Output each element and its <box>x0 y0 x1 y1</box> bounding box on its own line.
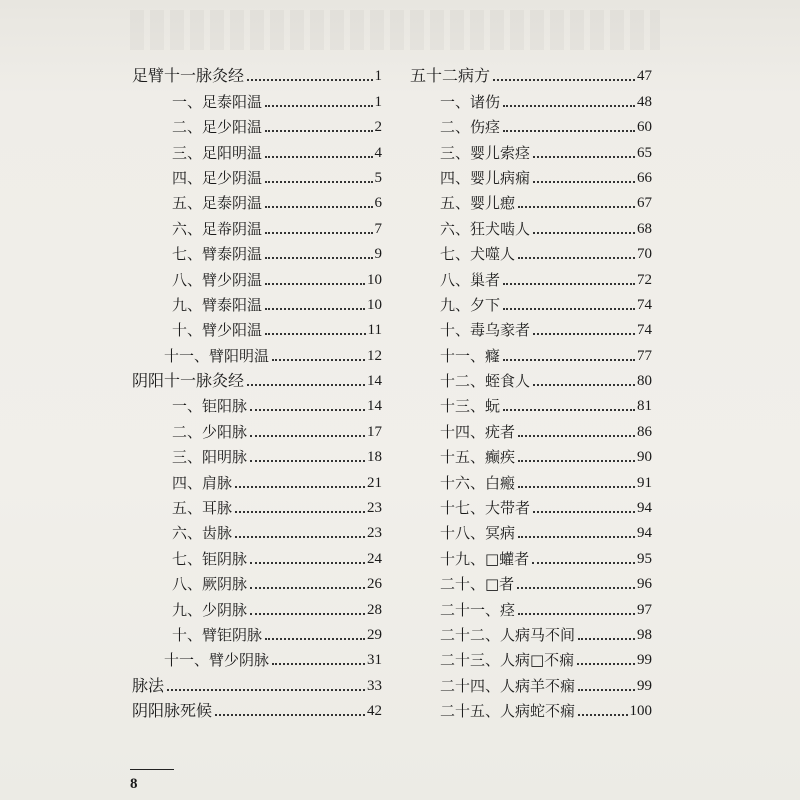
toc-entry-title: 十二、蛭食人 <box>440 372 531 391</box>
dot-leader <box>250 562 365 564</box>
toc-entry-title: 七、钜阴脉 <box>172 549 248 568</box>
toc-entry-page: 5 <box>374 169 382 186</box>
toc-entry-title: 三、足阳明温 <box>172 143 263 162</box>
dot-leader <box>533 232 635 234</box>
dot-leader <box>215 714 365 716</box>
toc-entry-title: 二十二、人病马不间 <box>440 625 576 644</box>
dot-leader <box>578 689 635 691</box>
bleed-through-text <box>130 10 660 50</box>
dot-leader <box>518 206 635 208</box>
toc-entry <box>132 238 382 263</box>
toc-entry <box>132 568 382 593</box>
dot-leader <box>518 257 635 259</box>
toc-entry-page: 86 <box>637 423 652 440</box>
dot-leader <box>265 232 372 234</box>
toc-entry-page: 70 <box>637 246 652 263</box>
toc-entry-title: 足臂十一脉灸经 <box>132 66 245 86</box>
toc-entry-title: 十五、癫疾 <box>440 448 516 467</box>
toc-entry <box>410 339 652 364</box>
toc-entry-page: 94 <box>637 500 652 517</box>
toc-entry-page: 10 <box>367 296 382 313</box>
toc-entry-page: 6 <box>374 195 382 212</box>
toc-entry-page: 21 <box>367 474 382 491</box>
toc-entry <box>132 162 382 187</box>
toc-entry-page: 90 <box>637 449 652 466</box>
toc-entry-title: 二十、□者 <box>440 575 515 594</box>
dot-leader <box>503 105 635 107</box>
toc-entry-title: 二十三、人病□不痫 <box>440 651 575 670</box>
dot-leader <box>265 333 366 335</box>
toc-entry <box>132 111 382 136</box>
toc-entry-page: 96 <box>637 576 652 593</box>
toc-entry-page: 99 <box>637 652 652 669</box>
dot-leader <box>250 435 365 437</box>
toc-entry <box>410 238 652 263</box>
toc-entry-title: 十、臂钜阴脉 <box>172 625 263 644</box>
toc-entry-page: 18 <box>367 449 382 466</box>
toc-entry-page: 29 <box>367 626 382 643</box>
toc-entry-title: 五、婴儿瘛 <box>440 194 516 213</box>
toc-entry <box>410 441 652 466</box>
dot-leader <box>518 486 635 488</box>
toc-entry-page: 72 <box>637 271 652 288</box>
toc-entry-page: 100 <box>629 703 652 720</box>
toc-entry-page: 81 <box>637 398 652 415</box>
toc-entry <box>410 517 652 542</box>
toc-entry-title: 九、夕下 <box>440 295 501 314</box>
dot-leader <box>272 359 365 361</box>
toc-entry <box>410 162 652 187</box>
dot-leader <box>493 79 635 81</box>
toc-entry <box>410 593 652 618</box>
toc-entry-page: 66 <box>637 169 652 186</box>
toc-entry <box>410 263 652 288</box>
toc-entry-page: 12 <box>367 347 382 364</box>
toc-entry <box>132 365 382 390</box>
dot-leader <box>503 409 635 411</box>
toc-entry-page: 1 <box>374 93 382 110</box>
toc-entry-title: 二、少阳脉 <box>172 422 248 441</box>
toc-entry-page: 23 <box>367 525 382 542</box>
dot-leader <box>167 689 365 691</box>
dot-leader <box>250 587 365 589</box>
toc-entry-page: 4 <box>374 144 382 161</box>
toc-entry-title: 八、巢者 <box>440 270 501 289</box>
dot-leader <box>250 613 365 615</box>
toc-entry-title: 十一、臂少阴脉 <box>164 651 270 670</box>
toc-entry <box>410 187 652 212</box>
toc-entry-title: 二十五、人病蛇不痫 <box>440 702 576 721</box>
dot-leader <box>532 562 635 564</box>
dot-leader <box>265 283 365 285</box>
toc-entry <box>410 289 652 314</box>
dot-leader <box>265 181 372 183</box>
toc-entry <box>132 492 382 517</box>
toc-entry <box>410 669 652 694</box>
dot-leader <box>503 308 635 310</box>
dot-leader <box>533 156 635 158</box>
toc-entry-title: 六、狂犬啮人 <box>440 219 531 238</box>
toc-entry <box>410 619 652 644</box>
toc-entry <box>410 111 652 136</box>
dot-leader <box>265 105 372 107</box>
toc-entry-title: 九、臂泰阳温 <box>172 295 263 314</box>
toc-entry-page: 10 <box>367 271 382 288</box>
toc-entry-title: 五十二病方 <box>410 66 491 86</box>
toc-entry-page: 68 <box>637 220 652 237</box>
toc-entry <box>410 365 652 390</box>
dot-leader <box>265 130 372 132</box>
toc-entry-page: 14 <box>367 398 382 415</box>
dot-leader <box>533 333 635 335</box>
toc-entry-title: 十一、臂阳明温 <box>164 346 270 365</box>
dot-leader <box>265 206 372 208</box>
toc-entry-title: 三、婴儿索痉 <box>440 143 531 162</box>
toc-entry-page: 65 <box>637 144 652 161</box>
toc-entry-page: 95 <box>637 550 652 567</box>
toc-entry-title: 二十四、人病羊不痫 <box>440 676 576 695</box>
toc-entry-page: 98 <box>637 626 652 643</box>
toc-entry-title: 阴阳十一脉灸经 <box>132 371 245 391</box>
toc-entry-title: 阴阳脉死候 <box>132 701 213 721</box>
toc-entry <box>410 542 652 567</box>
toc-entry-title: 二十一、痉 <box>440 600 516 619</box>
toc-entry-page: 48 <box>637 93 652 110</box>
toc-entry <box>132 314 382 339</box>
dot-leader <box>533 384 635 386</box>
toc-entry-title: 一、诸伤 <box>440 92 501 111</box>
toc-entry-page: 80 <box>637 373 652 390</box>
dot-leader <box>578 714 627 716</box>
toc-entry-title: 三、阳明脉 <box>172 448 248 467</box>
toc-entry <box>132 619 382 644</box>
toc-entry-page: 74 <box>637 322 652 339</box>
toc-entry-page: 94 <box>637 525 652 542</box>
dot-leader <box>235 511 365 513</box>
toc-entry <box>132 441 382 466</box>
toc-entry-page: 28 <box>367 601 382 618</box>
toc-entry <box>132 187 382 212</box>
toc-entry-title: 四、足少阴温 <box>172 168 263 187</box>
toc-entry-title: 五、足泰阴温 <box>172 194 263 213</box>
toc-entry <box>410 695 652 720</box>
toc-entry-page: 31 <box>367 652 382 669</box>
toc-entry-page: 23 <box>367 500 382 517</box>
toc-entry <box>132 644 382 669</box>
toc-entry-page: 99 <box>637 677 652 694</box>
dot-leader <box>247 79 372 81</box>
toc-entry-title: 七、臂泰阴温 <box>172 245 263 264</box>
toc-entry-title: 十八、冥病 <box>440 524 516 543</box>
toc-entry-title: 八、臂少阴温 <box>172 270 263 289</box>
toc-entry-title: 四、婴儿病痫 <box>440 168 531 187</box>
toc-entry-page: 67 <box>637 195 652 212</box>
toc-entry <box>410 85 652 110</box>
toc-entry <box>410 390 652 415</box>
toc-entry-title: 六、齿脉 <box>172 524 233 543</box>
dot-leader <box>265 156 372 158</box>
toc-entry <box>410 492 652 517</box>
dot-leader <box>533 511 635 513</box>
dot-leader <box>272 663 365 665</box>
toc-entry-title: 十一、癃 <box>440 346 501 365</box>
dot-leader <box>235 536 365 538</box>
toc-entry <box>410 568 652 593</box>
toc-entry-title: 十、毒乌豙者 <box>440 321 531 340</box>
toc-entry <box>410 212 652 237</box>
toc-entry <box>132 390 382 415</box>
toc-entry <box>132 415 382 440</box>
toc-entry-page: 33 <box>367 677 382 694</box>
toc-entry-page: 77 <box>637 347 652 364</box>
toc-entry <box>132 593 382 618</box>
toc-entry <box>410 60 652 85</box>
toc-entry-page: 91 <box>637 474 652 491</box>
dot-leader <box>250 409 365 411</box>
toc-entry-page: 1 <box>374 68 382 85</box>
toc-entry-title: 十三、蚖 <box>440 397 501 416</box>
toc-entry <box>132 60 382 85</box>
dot-leader <box>265 257 372 259</box>
toc-entry-page: 9 <box>374 246 382 263</box>
toc-entry-title: 四、肩脉 <box>172 473 233 492</box>
dot-leader <box>518 613 635 615</box>
toc-entry-title: 十七、大带者 <box>440 499 531 518</box>
toc-entry-page: 17 <box>367 423 382 440</box>
toc-left-column <box>132 60 382 720</box>
dot-leader <box>533 181 635 183</box>
dot-leader <box>518 536 635 538</box>
toc-entry <box>132 517 382 542</box>
toc-entry-title: 十、臂少阳温 <box>172 321 263 340</box>
dot-leader <box>517 587 635 589</box>
toc-entry-page: 60 <box>637 119 652 136</box>
page-number: 8 <box>130 776 138 792</box>
toc-entry <box>132 289 382 314</box>
dot-leader <box>503 130 635 132</box>
dot-leader <box>578 638 635 640</box>
toc-entry-title: 六、足帣阴温 <box>172 219 263 238</box>
dot-leader <box>518 435 635 437</box>
toc-entry-page: 97 <box>637 601 652 618</box>
toc-entry-page: 2 <box>374 119 382 136</box>
toc-entry-page: 24 <box>367 550 382 567</box>
toc-entry-title: 十九、□蠸者 <box>440 549 530 568</box>
dot-leader <box>247 384 365 386</box>
toc-entry-page: 11 <box>367 322 382 339</box>
toc-entry-title: 七、犬噬人 <box>440 245 516 264</box>
toc-entry <box>410 466 652 491</box>
toc-entry-page: 74 <box>637 296 652 313</box>
toc-entry <box>132 263 382 288</box>
toc-entry <box>410 644 652 669</box>
dot-leader <box>503 359 635 361</box>
toc-entry-title: 脉法 <box>132 675 165 695</box>
toc-entry <box>132 136 382 161</box>
toc-entry-title: 二、伤痉 <box>440 118 501 137</box>
toc-entry-page: 7 <box>374 220 382 237</box>
dot-leader <box>577 663 635 665</box>
toc-entry <box>132 669 382 694</box>
toc-entry-title: 十六、白瘢 <box>440 473 516 492</box>
toc-entry <box>132 212 382 237</box>
dot-leader <box>265 638 365 640</box>
toc-entry <box>410 314 652 339</box>
toc-entry-page: 42 <box>367 703 382 720</box>
toc-entry-page: 47 <box>637 68 652 85</box>
toc-entry-title: 十四、疣者 <box>440 422 516 441</box>
toc-entry <box>132 339 382 364</box>
dot-leader <box>503 283 635 285</box>
dot-leader <box>518 460 635 462</box>
toc-entry <box>132 466 382 491</box>
toc-entry <box>132 695 382 720</box>
toc-entry-title: 二、足少阳温 <box>172 118 263 137</box>
toc-entry-page: 26 <box>367 576 382 593</box>
dot-leader <box>250 460 365 462</box>
toc-entry-title: 八、厥阴脉 <box>172 575 248 594</box>
toc-entry-title: 五、耳脉 <box>172 499 233 518</box>
toc-entry <box>132 85 382 110</box>
toc-entry-page: 14 <box>367 373 382 390</box>
toc-entry-title: 一、足泰阳温 <box>172 92 263 111</box>
toc-entry <box>410 136 652 161</box>
toc-entry-title: 九、少阴脉 <box>172 600 248 619</box>
toc-right-column <box>410 60 652 720</box>
toc-entry <box>132 542 382 567</box>
toc-entry-title: 一、钜阳脉 <box>172 397 248 416</box>
footer-rule <box>130 769 174 770</box>
dot-leader <box>235 486 365 488</box>
toc-entry <box>410 415 652 440</box>
dot-leader <box>265 308 365 310</box>
